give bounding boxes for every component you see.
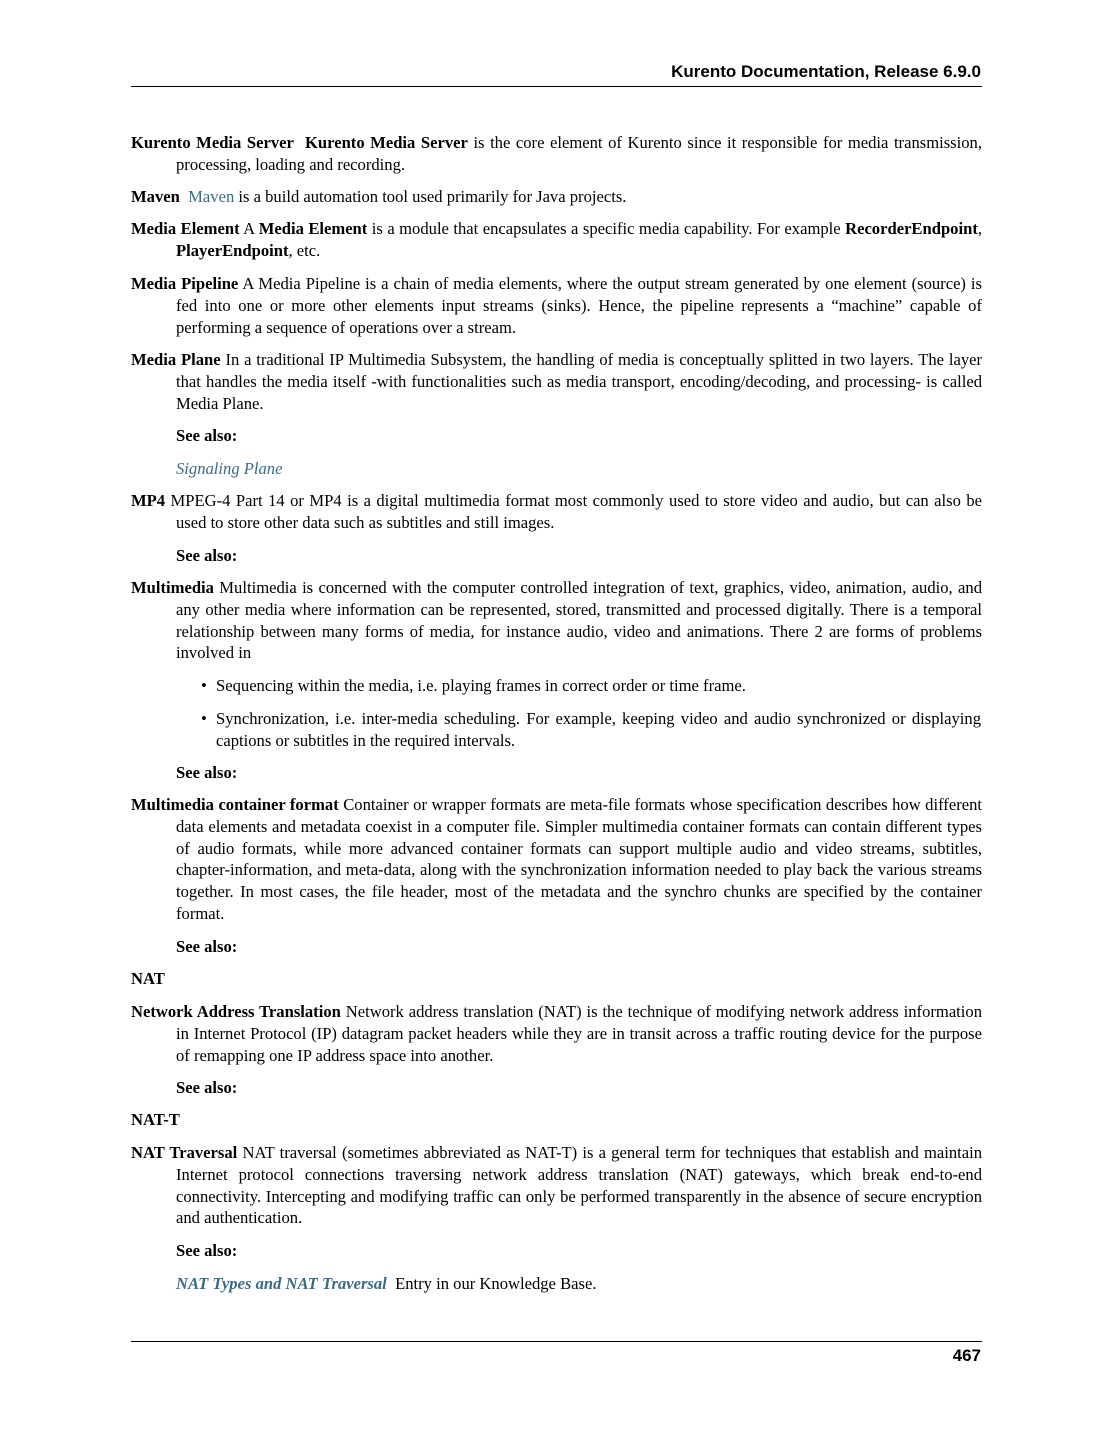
glossary-entry-media-plane (131, 349, 982, 414)
definition: A Media Pipeline is a chain of media elements, where the output stream generated by one element (source) is fed into one or more other elements input streams (sinks). Hence, the pipeline represents a “machine” capable of performing a sequence of operations over a stream. (176, 274, 982, 337)
footer-rule (131, 1341, 982, 1342)
nat-types-link[interactable]: NAT Types and NAT Traversal (176, 1274, 387, 1293)
term: Multimedia container format (131, 795, 339, 814)
bold-text: Media Element (258, 219, 368, 238)
see-also-links (176, 1273, 981, 1295)
see-also-text: See also: (176, 546, 238, 565)
definition: MPEG-4 Part 14 or MP4 is a digital multimedia format most commonly used to store video and audio, but can also be used to store other data such as subtitles and still images. (165, 491, 982, 532)
term: NAT Traversal (131, 1143, 238, 1162)
glossary-entry-nat-t (131, 1109, 982, 1131)
glossary-entry-multimedia-container-format (131, 794, 982, 925)
glossary-entry-media-pipeline (131, 273, 982, 338)
glossary-entry-mp4 (131, 490, 982, 534)
text: A (239, 219, 259, 238)
bullet-text: Sequencing within the media, i.e. playing frames in correct order or time frame. (216, 676, 746, 695)
definition: NAT traversal (sometimes abbreviated as NAT-T) is a general term for techniques that establish and maintain Internet protocol connections traversing network address translation (NAT) gateways, which break end-to-end connectivity. Intercepting and modifying traffic can only be performed transparently in the absence of secure encryption and authentication. (176, 1143, 983, 1228)
see-also-label (176, 762, 981, 784)
bullet-item (201, 675, 981, 697)
bullet-text: Synchronization, i.e. inter-media scheduling. For example, keeping video and audio synchronized or displaying captions or subtitles in the required intervals. (216, 709, 981, 750)
term: Media Pipeline (131, 274, 239, 293)
see-also-text: See also: (176, 426, 238, 445)
glossary-entry-network-address-translation (131, 1001, 982, 1066)
text: , (977, 219, 982, 238)
definition: is the core element of Kurento since it responsible for media transmission, processing, loading and recording. (176, 133, 982, 174)
glossary-entry-kurento-media-server (131, 132, 982, 176)
signaling-plane-link[interactable]: Signaling Plane (176, 459, 283, 478)
see-also-label (176, 425, 981, 447)
see-also-text: See also: (176, 937, 238, 956)
definition: Network address translation (NAT) is the technique of modifying network address information in Internet Protocol (IP) datagram packet headers while they are in transit across a traffic routing device for the purpose of remapping one IP address space into another. (176, 1002, 982, 1065)
text: , etc. (288, 240, 321, 260)
glossary-entry-media-element (131, 218, 982, 262)
bullet-item (201, 708, 981, 752)
term: Kurento Media Server (131, 133, 294, 152)
definition: Multimedia is concerned with the computer controlled integration of text, graphics, video, animation, audio, and any other media where information can be represented, stored, transmitted and processed digitally. There is a temporal relationship between many forms of media, for instance audio, video and animations. There 2 are forms of problems involved in (176, 578, 982, 663)
definition: Container or wrapper formats are meta-file formats whose specification describes how different data elements and metadata coexist in a computer file. Simpler multimedia container formats can contain different types of audio formats, while more advanced container formats can support multiple audio and video streams, subtitles, chapter-information, and meta-data, along with the synchronization information needed to play back the various streams together. In most cases, the file header, most of the metadata and the synchro chunks are specified by the container format. (176, 795, 982, 923)
glossary-entry-nat (131, 968, 982, 990)
see-also-label (176, 1077, 981, 1099)
see-also-label (176, 545, 981, 567)
term: Maven (131, 187, 180, 206)
see-also-text: See also: (176, 763, 238, 782)
see-also-text: See also: (176, 1078, 238, 1097)
running-header: Kurento Documentation, Release 6.9.0 (671, 62, 981, 81)
bold-text: PlayerEndpoint (176, 240, 289, 260)
page-number: 467 (952, 1346, 981, 1365)
see-also-label (176, 1240, 981, 1262)
glossary-entry-nat-traversal (131, 1142, 982, 1229)
term: Media Plane (131, 350, 221, 369)
definition: is a build automation tool used primarily for Java projects. (234, 187, 627, 206)
header-rule (131, 86, 982, 87)
see-also-text: See also: (176, 1241, 238, 1260)
bold-text: RecorderEndpoint (845, 219, 978, 238)
see-also-label (176, 936, 981, 958)
see-also-links (176, 458, 981, 480)
maven-link[interactable]: Maven (188, 187, 235, 206)
term: Multimedia (131, 578, 214, 597)
glossary-entry-multimedia (131, 577, 982, 664)
glossary-entry-maven (131, 186, 982, 208)
bullet-icon: • (201, 676, 207, 695)
bold-text: Kurento Media Server (305, 133, 468, 152)
definition: is a module that encapsulates a specific media capability. For example (367, 219, 846, 238)
term: NAT-T (131, 1110, 180, 1129)
term: MP4 (131, 491, 166, 510)
link-description: Entry in our Knowledge Base. (386, 1274, 597, 1293)
bullet-icon: • (201, 709, 207, 728)
definition: In a traditional IP Multimedia Subsystem, the handling of media is conceptually splitted in two layers. The layer that handles the media itself -with functionalities such as media transport, encoding/decoding, and processing- is called Media Plane. (176, 350, 983, 413)
term: Network Address Translation (131, 1002, 341, 1021)
term: NAT (131, 969, 165, 988)
term: Media Element (131, 219, 240, 238)
